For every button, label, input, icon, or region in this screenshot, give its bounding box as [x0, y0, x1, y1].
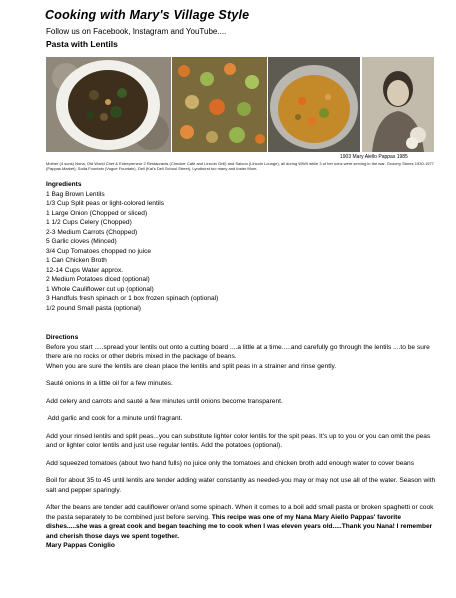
photo-caption: 1903 Mary Aiello Pappas 1985: [340, 154, 408, 160]
list-item: 2-3 Medium Carrots (Chopped): [46, 228, 138, 236]
recipe-title: Pasta with Lentils: [46, 39, 118, 49]
list-item: 1 Large Onion (Chopped or sliced): [46, 209, 148, 217]
direction-step: Add your rinsed lentils and split peas...you can substitute lighter color lentils for the spit peas. It's up to you or you can omit the peas and or lighter color lentils and just use regular lentils. Add the potatoes (optional).: [46, 432, 431, 449]
direction-step-text: After the beans are tender add cauliflower or/and some spinach. When it comes to a boil add small pasta or broken spaghetti or cook the pasta separately to be combined just before serving.: [46, 504, 434, 521]
vegetables-photo: [172, 57, 267, 152]
ingredients-heading: Ingredients: [46, 181, 82, 188]
list-item: 1 Whole Cauliflower cut up (optional): [46, 285, 154, 293]
list-item: 1 Bag Brown Lentils: [46, 190, 105, 198]
directions-heading: Directions: [46, 334, 79, 341]
signature: Mary Pappas Coniglio: [46, 542, 115, 549]
list-item: 3/4 Cup Tomatoes chopped no juice: [46, 247, 152, 255]
recipe-body: [46, 180, 436, 551]
bio-caption: Mother (4 sons) Nona, Old World Chef & Entrepreneur 2 Restaurants (Checker Café and Lincoln Grill) and Saloon (Lincoln Lounge), all during WWII while 3 of her sons were serving in the war. Grocery Stores 1930-1977 (Pappas Market), Soda Fountain (Vogue Fountain), Deli (Kal's Deli School Street), Lyndhurst too many and foster Mom.: [46, 161, 434, 171]
direction-step-final: [46, 503, 436, 541]
follow-line: Follow us on Facebook, Instagram and YouTube....: [46, 27, 227, 36]
direction-step: When you are sure the lentils are clean place the lentils and split peas in a strainer and rinse gently.: [46, 362, 337, 370]
list-item: 1/2 pound Small pasta (optional): [46, 304, 141, 312]
portrait-photo: [362, 57, 434, 152]
list-item: 2 Medium Potatoes diced (optional): [46, 276, 150, 283]
list-item: 12-14 Cups Water approx.: [46, 266, 124, 274]
nana-tribute: This recipe was one of my Nana Mary Aiello Pappas' favorite dishes.....she was a great cook and began teaching me to cook when I was eleven years old.....Thank you Nana! I remember and cherish those days we spent together.: [46, 513, 433, 540]
soup-pot-photo: [268, 57, 360, 152]
ingredients-list: [46, 190, 436, 314]
list-item: 1/3 Cup Split peas or light-colored lentils: [46, 200, 165, 207]
direction-step: Add garlic and cook for a minute until fragrant.: [46, 415, 183, 422]
direction-step: Add squeezed tomatoes (about two hand fulls) no juice only the tomatoes and chicken broth add enough water to cover beans: [46, 459, 415, 467]
list-item: 1 1/2 Cups Celery (Chopped): [46, 219, 132, 226]
list-item: 5 Garlic cloves (Minced): [46, 238, 117, 245]
list-item: 1 Can Chicken Broth: [46, 257, 107, 264]
list-item: 3 Handfuls fresh spinach or 1 box frozen spinach (optional): [46, 295, 219, 302]
direction-step: Before you start .....spread your lentils out onto a cutting board ....a little at a time.....and carefully go through the lentils ....to be sure there are no rocks or other debris mixed in the package of beans.: [46, 343, 430, 360]
lentil-bowl-photo: [46, 57, 171, 152]
direction-step: Boil for about 35 to 45 until lentils are tender adding water constantly as needed-you may or may not use all of the water. Season with salt and pepper sparingly.: [46, 477, 436, 494]
page-title: Cooking with Mary's Village Style: [45, 8, 250, 22]
direction-step: Sauté onions in a little oil for a few minutes.: [46, 380, 173, 387]
direction-step: Add celery and carrots and sauté a few minutes until onions become transparent.: [46, 397, 283, 405]
